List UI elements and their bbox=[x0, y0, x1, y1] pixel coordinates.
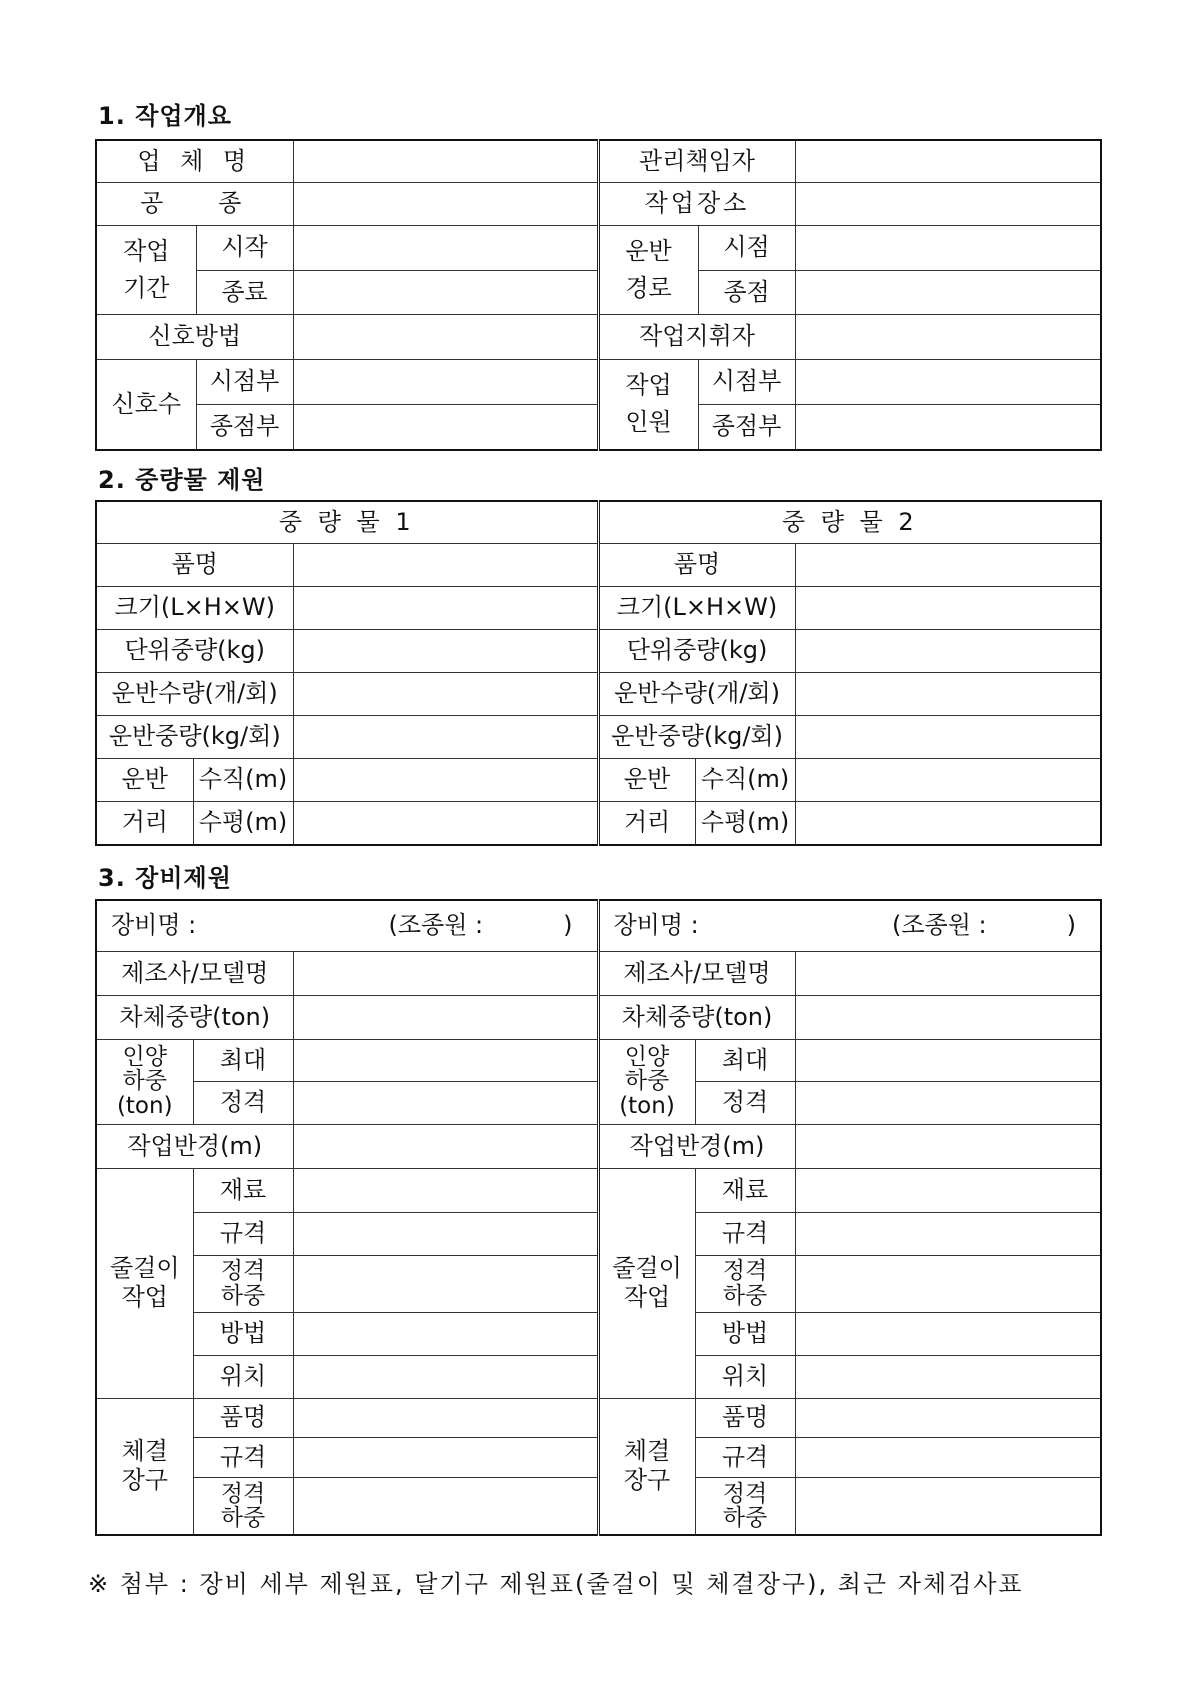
section1-title: 1. 작업개요 bbox=[98, 102, 232, 130]
equip2-operator-close: ) bbox=[1066, 911, 1076, 940]
heavy2-field[interactable] bbox=[795, 543, 1101, 586]
work-overview-table bbox=[95, 139, 1102, 451]
equip2-fastener-rated-line2: 하중 bbox=[722, 1504, 768, 1531]
equip2-sling-line1: 줄걸이 bbox=[612, 1254, 682, 1283]
heavy1-field[interactable] bbox=[293, 586, 598, 629]
equip1-material-label: 재료 bbox=[193, 1168, 293, 1212]
equip2-position-label: 위치 bbox=[695, 1355, 795, 1398]
equip2-spec-label: 규격 bbox=[695, 1212, 795, 1255]
equip1-weight-field[interactable] bbox=[293, 995, 598, 1039]
equip2-item-label: 품명 bbox=[695, 1398, 795, 1437]
equip1-fastener-rated-line2: 하중 bbox=[220, 1504, 266, 1531]
equip1-sling-label bbox=[96, 1168, 193, 1398]
route-start-field[interactable] bbox=[795, 225, 1101, 270]
signaler-label: 신호수 bbox=[96, 359, 196, 450]
equip2-item-field[interactable] bbox=[795, 1398, 1101, 1437]
equip2-method-field[interactable] bbox=[795, 1312, 1101, 1355]
equip1-rated-load-label bbox=[193, 1255, 293, 1312]
equip1-operator-close: ) bbox=[563, 911, 573, 940]
workers-label-line1: 작업 bbox=[625, 371, 672, 400]
signaler-start-label: 시점부 bbox=[196, 359, 293, 404]
heavy2-vertical-field[interactable] bbox=[795, 758, 1101, 801]
equip1-lift-line2: 하중 bbox=[122, 1068, 167, 1095]
route-end-label: 종점 bbox=[698, 270, 795, 314]
heavy2-field[interactable] bbox=[795, 715, 1101, 758]
equip2-operator-label: (조종원 : bbox=[891, 911, 987, 940]
equip1-name-label: 장비명 : bbox=[111, 911, 197, 940]
route-end-field[interactable] bbox=[795, 270, 1101, 314]
heavy1-distance-label-line2: 거리 bbox=[96, 801, 193, 845]
heavy1-distance-label-line1: 운반 bbox=[96, 758, 193, 801]
equip2-rated-field[interactable] bbox=[795, 1081, 1101, 1124]
equip1-weight-label: 차체중량(ton) bbox=[96, 995, 293, 1039]
equip1-radius-label: 작업반경(m) bbox=[96, 1124, 293, 1168]
work-place-field[interactable] bbox=[795, 182, 1101, 225]
work-period-label-line2: 기간 bbox=[123, 273, 170, 302]
equip1-fastener-rated-field[interactable] bbox=[293, 1477, 598, 1535]
equip2-lift-line3: (ton) bbox=[619, 1092, 675, 1119]
heavy1-row-label: 단위중량(kg) bbox=[96, 629, 293, 672]
equip2-material-field[interactable] bbox=[795, 1168, 1101, 1212]
equip1-radius-field[interactable] bbox=[293, 1124, 598, 1168]
heavy2-row-label: 운반수량(개/회) bbox=[598, 672, 795, 715]
signaler-start-field[interactable] bbox=[293, 359, 598, 404]
equip1-operator-label: (조종원 : bbox=[388, 911, 484, 940]
equip2-lift-label bbox=[598, 1039, 695, 1124]
heavy2-distance-label-line1: 운반 bbox=[598, 758, 695, 801]
equip1-method-field[interactable] bbox=[293, 1312, 598, 1355]
equip1-lift-line3: (ton) bbox=[116, 1092, 173, 1119]
equip1-spec-label: 규격 bbox=[193, 1212, 293, 1255]
signaler-end-field[interactable] bbox=[293, 404, 598, 450]
route-label-line1: 운반 bbox=[625, 236, 672, 265]
equip1-item-label: 품명 bbox=[193, 1398, 293, 1437]
heavy2-distance-label-line2: 거리 bbox=[598, 801, 695, 845]
equip2-rated-label: 정격 bbox=[695, 1081, 795, 1124]
route-start-label: 시점 bbox=[698, 225, 795, 270]
equip2-lift-line1: 인양 bbox=[624, 1044, 670, 1071]
equip1-rated-load-line1: 정격 bbox=[220, 1258, 266, 1285]
equipment-table bbox=[95, 899, 1102, 1536]
equip1-fastener-label bbox=[96, 1398, 193, 1535]
equip1-lift-label bbox=[96, 1039, 193, 1124]
signal-method-label: 신호방법 bbox=[96, 314, 293, 359]
equip1-fastener-line1: 체결 bbox=[121, 1437, 168, 1466]
start-field[interactable] bbox=[293, 225, 598, 270]
supervisor-field[interactable] bbox=[795, 314, 1101, 359]
equip1-header bbox=[96, 900, 598, 951]
work-type-label: 공 종 bbox=[96, 182, 293, 225]
equip2-rated-load-line1: 정격 bbox=[722, 1258, 768, 1285]
equip2-header bbox=[598, 900, 1101, 951]
equip2-spec-field[interactable] bbox=[795, 1212, 1101, 1255]
equip1-position-field[interactable] bbox=[293, 1355, 598, 1398]
heavy1-vertical-label: 수직(m) bbox=[193, 758, 293, 801]
work-period-label bbox=[96, 225, 196, 314]
equip2-fastener-spec-field[interactable] bbox=[795, 1437, 1101, 1477]
heavy2-vertical-label: 수직(m) bbox=[695, 758, 795, 801]
equip2-lift-line2: 하중 bbox=[624, 1068, 670, 1095]
heavy2-field[interactable] bbox=[795, 586, 1101, 629]
equip2-name-label: 장비명 : bbox=[613, 911, 699, 940]
workers-end-label: 종점부 bbox=[698, 404, 795, 450]
heavy2-row-label: 품명 bbox=[598, 543, 795, 586]
workers-label-line2: 인원 bbox=[625, 408, 672, 437]
equip2-radius-label: 작업반경(m) bbox=[598, 1124, 795, 1168]
equip2-sling-line2: 작업 bbox=[623, 1283, 671, 1311]
heavy1-horizontal-field[interactable] bbox=[293, 801, 598, 845]
equip2-fastener-rated-line1: 정격 bbox=[722, 1480, 768, 1507]
equip2-fastener-rated-label bbox=[695, 1477, 795, 1535]
section3-title: 3. 장비제원 bbox=[98, 864, 232, 892]
end-label: 종료 bbox=[196, 270, 293, 314]
equip2-maker-field[interactable] bbox=[795, 951, 1101, 995]
heavy2-field[interactable] bbox=[795, 629, 1101, 672]
equip2-maker-label: 제조사/모델명 bbox=[598, 951, 795, 995]
equip1-fastener-line2: 장구 bbox=[121, 1466, 168, 1495]
equip2-method-label: 방법 bbox=[695, 1312, 795, 1355]
equip1-lift-line1: 인양 bbox=[122, 1044, 167, 1071]
equip1-material-field[interactable] bbox=[293, 1168, 598, 1212]
heavy-item-table bbox=[95, 500, 1102, 846]
signaler-end-label: 종점부 bbox=[196, 404, 293, 450]
equip2-weight-field[interactable] bbox=[795, 995, 1101, 1039]
equip1-item-field[interactable] bbox=[293, 1398, 598, 1437]
equip2-fastener-label bbox=[598, 1398, 695, 1535]
heavy2-row-label: 단위중량(kg) bbox=[598, 629, 795, 672]
workers-end-field[interactable] bbox=[795, 404, 1101, 450]
equip1-rated-load-field[interactable] bbox=[293, 1255, 598, 1312]
heavy1-horizontal-label: 수평(m) bbox=[193, 801, 293, 845]
signal-method-field[interactable] bbox=[293, 314, 598, 359]
start-label: 시작 bbox=[196, 225, 293, 270]
equip1-rated-label: 정격 bbox=[193, 1081, 293, 1124]
equip1-rated-field[interactable] bbox=[293, 1081, 598, 1124]
heavy2-row-label: 크기(L×H×W) bbox=[598, 586, 795, 629]
equip2-radius-field[interactable] bbox=[795, 1124, 1101, 1168]
heavy1-field[interactable] bbox=[293, 543, 598, 586]
heavy2-row-label: 운반중량(kg/회) bbox=[598, 715, 795, 758]
route-label bbox=[598, 225, 698, 314]
attachment-note: ※ 첨부 : 장비 세부 제원표, 달기구 제원표(줄걸이 및 체결장구), 최근 자체검사표 bbox=[88, 1570, 1024, 1598]
equip1-max-field[interactable] bbox=[293, 1039, 598, 1081]
equip2-max-label: 최대 bbox=[695, 1039, 795, 1081]
heavy2-header: 중 량 물 2 bbox=[598, 501, 1101, 543]
heavy1-row-label: 크기(L×H×W) bbox=[96, 586, 293, 629]
heavy1-row-label: 운반중량(kg/회) bbox=[96, 715, 293, 758]
heavy1-header: 중 량 물 1 bbox=[96, 501, 598, 543]
heavy2-field[interactable] bbox=[795, 672, 1101, 715]
heavy1-field[interactable] bbox=[293, 715, 598, 758]
heavy1-field[interactable] bbox=[293, 672, 598, 715]
equip2-sling-label bbox=[598, 1168, 695, 1398]
equip1-sling-line2: 작업 bbox=[121, 1283, 168, 1311]
equip2-weight-label: 차체중량(ton) bbox=[598, 995, 795, 1039]
manager-field[interactable] bbox=[795, 140, 1101, 182]
workers-start-field[interactable] bbox=[795, 359, 1101, 404]
equip2-fastener-line1: 체결 bbox=[623, 1437, 671, 1466]
heavy2-horizontal-field[interactable] bbox=[795, 801, 1101, 845]
equip2-rated-load-line2: 하중 bbox=[722, 1282, 768, 1309]
equip2-material-label: 재료 bbox=[695, 1168, 795, 1212]
equip1-sling-line1: 줄걸이 bbox=[109, 1254, 180, 1283]
equip1-maker-label: 제조사/모델명 bbox=[96, 951, 293, 995]
work-period-label-line1: 작업 bbox=[123, 236, 170, 265]
work-place-label: 작업장소 bbox=[598, 182, 795, 225]
equip2-position-field[interactable] bbox=[795, 1355, 1101, 1398]
equip1-rated-load-line2: 하중 bbox=[220, 1282, 266, 1309]
route-label-line2: 경로 bbox=[625, 273, 672, 302]
heavy1-vertical-field[interactable] bbox=[293, 758, 598, 801]
end-field[interactable] bbox=[293, 270, 598, 314]
workers-start-label: 시점부 bbox=[698, 359, 795, 404]
equip1-fastener-rated-label bbox=[193, 1477, 293, 1535]
work-type-field[interactable] bbox=[293, 182, 598, 225]
heavy1-row-label: 품명 bbox=[96, 543, 293, 586]
equip1-maker-field[interactable] bbox=[293, 951, 598, 995]
equip1-fastener-spec-field[interactable] bbox=[293, 1437, 598, 1477]
equip2-fastener-rated-field[interactable] bbox=[795, 1477, 1101, 1535]
equip2-rated-load-label bbox=[695, 1255, 795, 1312]
equip1-fastener-spec-label: 규격 bbox=[193, 1437, 293, 1477]
equip1-position-label: 위치 bbox=[193, 1355, 293, 1398]
company-field[interactable] bbox=[293, 140, 598, 182]
company-label: 업 체 명 bbox=[96, 140, 293, 182]
equip2-max-field[interactable] bbox=[795, 1039, 1101, 1081]
heavy2-horizontal-label: 수평(m) bbox=[695, 801, 795, 845]
equip1-spec-field[interactable] bbox=[293, 1212, 598, 1255]
equip1-fastener-rated-line1: 정격 bbox=[220, 1480, 266, 1507]
equip1-max-label: 최대 bbox=[193, 1039, 293, 1081]
workers-label bbox=[598, 359, 698, 450]
heavy1-row-label: 운반수량(개/회) bbox=[96, 672, 293, 715]
equip2-fastener-line2: 장구 bbox=[623, 1466, 671, 1495]
heavy1-field[interactable] bbox=[293, 629, 598, 672]
equip2-rated-load-field[interactable] bbox=[795, 1255, 1101, 1312]
section2-title: 2. 중량물 제원 bbox=[98, 466, 266, 494]
equip1-method-label: 방법 bbox=[193, 1312, 293, 1355]
manager-label: 관리책임자 bbox=[598, 140, 795, 182]
equip2-fastener-spec-label: 규격 bbox=[695, 1437, 795, 1477]
supervisor-label: 작업지휘자 bbox=[598, 314, 795, 359]
